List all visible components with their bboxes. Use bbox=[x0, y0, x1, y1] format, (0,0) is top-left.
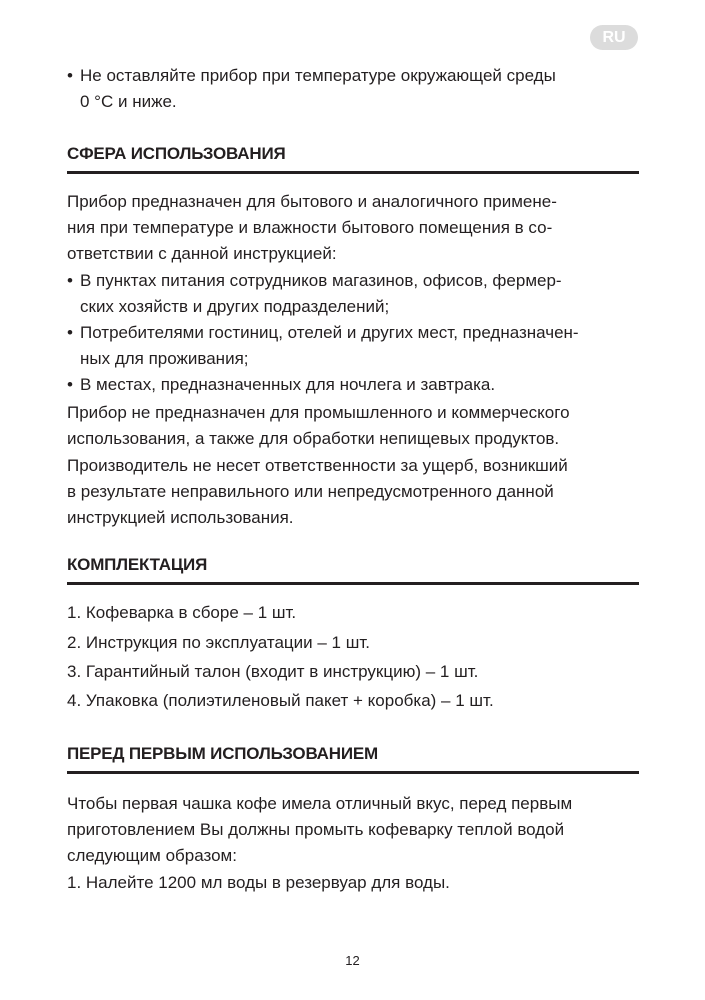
package-item-2: 2. Инструкция по эксплуатации – 1 шт. bbox=[67, 633, 370, 652]
text-line: Потребителями гостиниц, отелей и других мест, предназначен- bbox=[80, 323, 579, 342]
text-line: инструкцией использования. bbox=[67, 508, 294, 527]
first-use-paragraph bbox=[67, 791, 572, 869]
scope-bullet-2 bbox=[67, 320, 579, 372]
text-line: ответствии с данной инструкцией: bbox=[67, 244, 337, 263]
bullet-dot: • bbox=[67, 66, 73, 85]
scope-bullet-3 bbox=[67, 372, 495, 398]
text-line: использования, а также для обработки непищевых продуктов. bbox=[67, 429, 560, 448]
text-line: В местах, предназначенных для ночлега и завтрака. bbox=[80, 375, 496, 394]
bullet-dot: • bbox=[67, 271, 73, 290]
intro-bullet bbox=[67, 63, 556, 115]
section-title-scope: СФЕРА ИСПОЛЬЗОВАНИЯ bbox=[67, 143, 639, 174]
bullet-dot: • bbox=[67, 323, 73, 342]
scope-paragraph-1 bbox=[67, 189, 557, 267]
package-item-4: 4. Упаковка (полиэтиленовый пакет + коробка) – 1 шт. bbox=[67, 691, 494, 710]
text-line: В пунктах питания сотрудников магазинов, офисов, фермер- bbox=[80, 271, 562, 290]
text-line: следующим образом: bbox=[67, 846, 237, 865]
text-line: ских хозяйств и других подразделений; bbox=[80, 297, 390, 316]
text-line: в результате неправильного или непредусмотренного данной bbox=[67, 482, 554, 501]
text-line: Производитель не несет ответственности за ущерб, возникший bbox=[67, 456, 568, 475]
text-line: приготовлением Вы должны промыть кофеварку теплой водой bbox=[67, 820, 565, 839]
intro-bullet-line-1: Не оставляйте прибор при температуре окружающей среды bbox=[80, 66, 556, 85]
package-item-1: 1. Кофеварка в сборе – 1 шт. bbox=[67, 603, 297, 622]
text-line: Прибор не предназначен для промышленного и коммерческого bbox=[67, 403, 570, 422]
first-use-step-1: 1. Налейте 1200 мл воды в резервуар для воды. bbox=[67, 873, 450, 892]
text-line: ния при температуре и влажности бытового помещения в со- bbox=[67, 218, 553, 237]
language-badge: RU bbox=[590, 25, 638, 50]
bullet-dot: • bbox=[67, 375, 73, 394]
section-title-package: КОМПЛЕКТАЦИЯ bbox=[67, 554, 639, 585]
scope-bullet-1 bbox=[67, 268, 562, 320]
text-line: Чтобы первая чашка кофе имела отличный вкус, перед первым bbox=[67, 794, 573, 813]
scope-paragraph-3 bbox=[67, 453, 568, 531]
intro-bullet-line-2: 0 °C и ниже. bbox=[80, 92, 177, 111]
text-line: Прибор предназначен для бытового и аналогичного примене- bbox=[67, 192, 557, 211]
package-item-3: 3. Гарантийный талон (входит в инструкцию) – 1 шт. bbox=[67, 662, 479, 681]
text-line: ных для проживания; bbox=[80, 349, 249, 368]
scope-paragraph-2 bbox=[67, 400, 570, 452]
page-number: 12 bbox=[345, 953, 360, 968]
section-title-first-use: ПЕРЕД ПЕРВЫМ ИСПОЛЬЗОВАНИЕМ bbox=[67, 743, 639, 774]
